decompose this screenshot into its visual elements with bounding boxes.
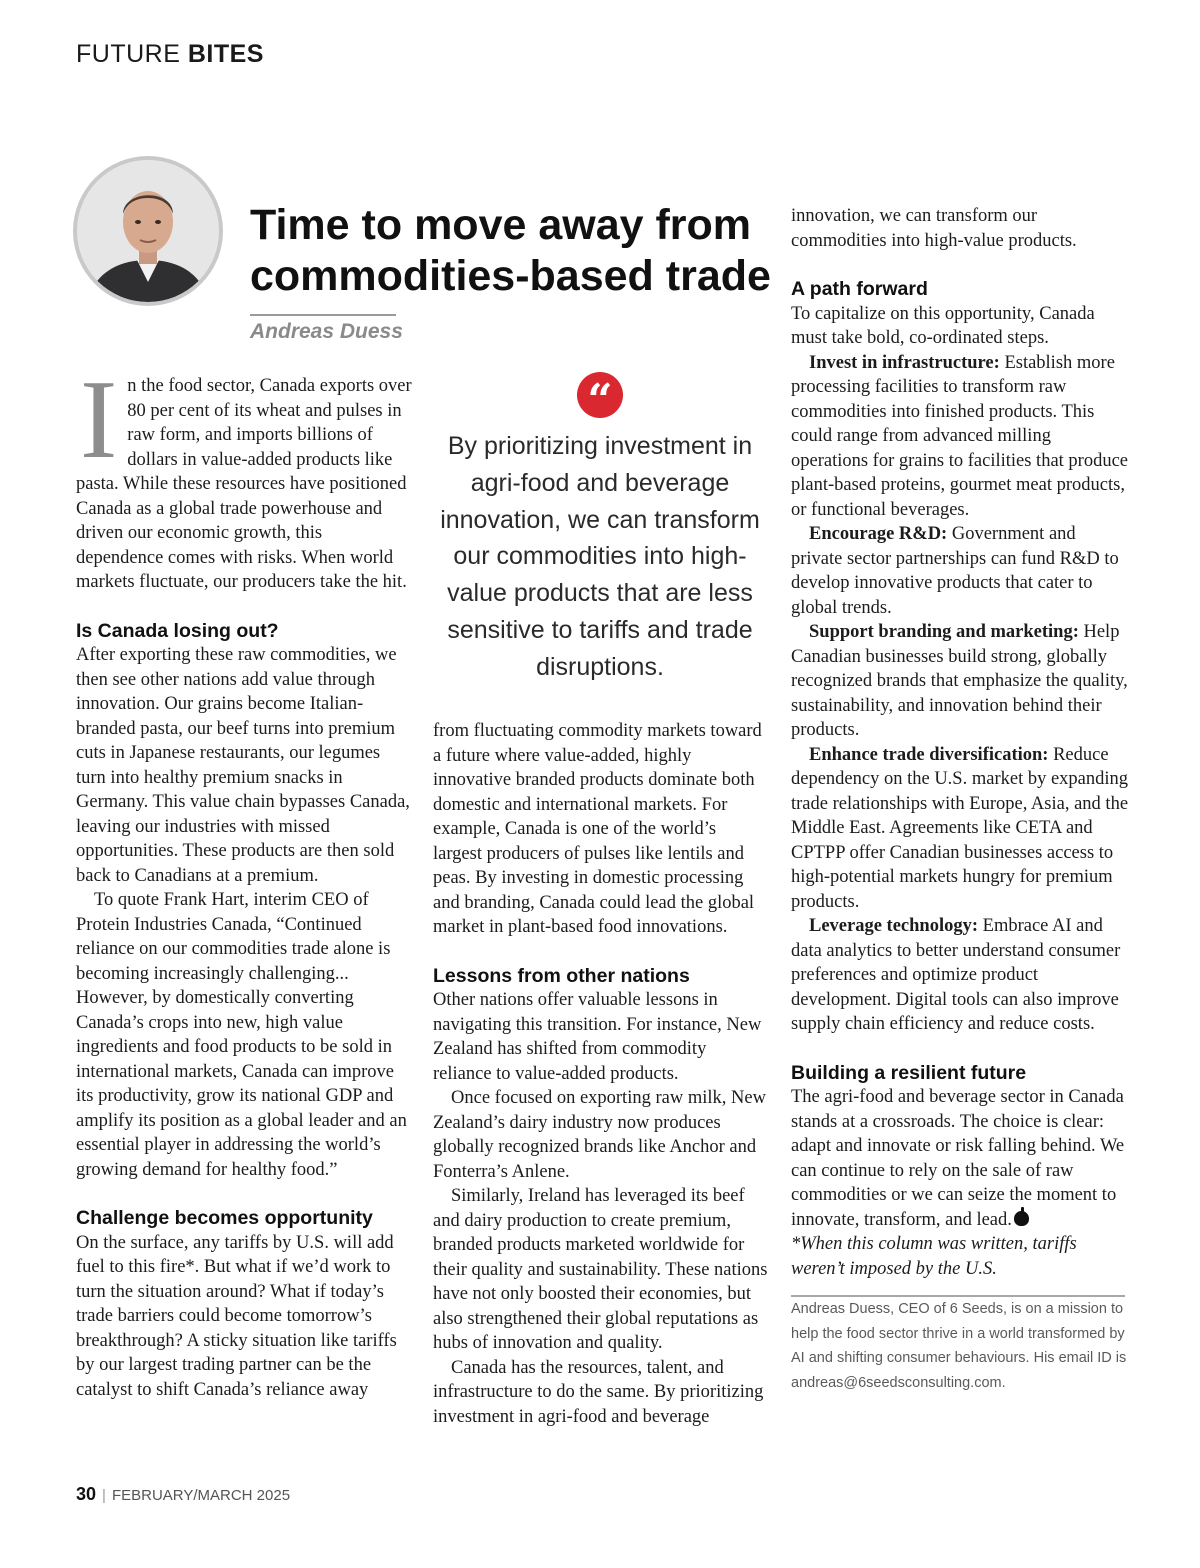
page-number: 30 <box>76 1484 97 1504</box>
step-diversification <box>791 743 1131 915</box>
closing-paragraph <box>791 1085 1131 1232</box>
subheading-losing-out: Is Canada losing out? <box>76 619 279 642</box>
paragraph: Similarly, Ireland has leveraged its beef and dairy production to create premium, branded products marketed worldwide for their quality and sustainability. These nations have not only boosted their economies, but also strengthened their global reputations as hubs of innovation and quality. <box>433 1186 768 1353</box>
paragraph: To quote Frank Hart, interim CEO of Protein Industries Canada, “Continued reliance on our commodities trade alone is becoming increasingly challenging... However, by domestically converting Canada’s crops into new, high value ingredients and food products to be sold in international markets, Canada can improve its productivity, grow its national GDP and amplify its position as a global leader and an essential player in addressing the world’s growing demand for healthy food.” <box>76 890 407 1180</box>
intro-text: n the food sector, Canada exports over 80 per cent of its wheat and pulses in raw form, and imports billions of dollars in value-added products like pasta. While these resources have positioned Canada as a global trade powerhouse and driven our economic growth, this dependence comes with risks. When world markets fluctuate, our producers take the hit. <box>76 376 412 592</box>
article-author: Andreas Duess <box>250 320 403 343</box>
step-lead: Leverage technology: <box>809 916 979 936</box>
paragraph: from fluctuating commodity markets toward a future where value-added, highly innovative branded products dominate both domestic and international markets. For example, Canada is one of the world’s largest producers of pulses like lentils and peas. By investing in domestic processing and branding, Canada could lead the global market in plant-based food innovations. <box>433 721 762 937</box>
title-divider <box>250 314 396 316</box>
section-header-light: FUTURE <box>76 40 181 68</box>
subheading-path-forward: A path forward <box>791 278 928 300</box>
page-footer <box>76 1484 290 1505</box>
step-lead: Encourage R&D: <box>809 524 948 544</box>
article-title: Time to move away from commodities-based trade <box>250 201 771 300</box>
step-infrastructure <box>791 351 1131 523</box>
step-research <box>791 522 1131 620</box>
closing-text: The agri-food and beverage sector in Canada stands at a crossroads. The choice is clear: adapt and innovate or risk falling behind. We can continue to rely on the sale of raw commodities or we can seize the moment to innovate, transform, and lead. <box>791 1087 1125 1230</box>
step-text: Government and private sector partnerships can fund R&D to develop innovative products that cater to global trends. <box>791 524 1119 618</box>
section-header-bold: BITES <box>187 40 264 68</box>
paragraph: After exporting these raw commodities, we then see other nations add value through innovation. Our grains become Italian-branded pasta, our beef turns into premium cuts in Japanese restaurants, our legumes turn into healthy premium snacks in Germany. This value chain bypasses Canada, leaving our industries with missed opportunities. These products are then sold back to Canadians at a premium. <box>76 645 410 886</box>
section-header <box>76 40 264 69</box>
paragraph: On the surface, any tariffs by U.S. will add fuel to this fire*. But what if we’d work to turn the situation around? What if today’s trade barriers could become tomorrow’s breakthrough? A sticky situation like tariffs by our largest trading partner can be the catalyst to shift Canada’s reliance away <box>76 1232 397 1400</box>
quote-mark-icon: “ <box>577 372 623 418</box>
step-text: Help Canadian businesses build strong, globally recognized brands that emphasize the quality, sustainability, and innovation behind their products. <box>791 622 1128 740</box>
drop-cap: I <box>80 358 118 482</box>
step-text: Reduce dependency on the U.S. market by expanding trade relationships with Europe, Asia, and the Middle East. Agreements like CETA and CPTPP offer Canadian businesses access to high-potential markets hungry for premium products. <box>791 744 1129 912</box>
step-text: Establish more processing facilities to transform raw commodities into finished products. This could range from advanced milling operations for grains to facilities that produce plant-based proteins, gourmet meat products, or functional beverages. <box>791 352 1129 520</box>
paragraph: To capitalize on this opportunity, Canada must take bold, co-ordinated steps. <box>791 303 1095 348</box>
author-portrait-icon <box>77 160 219 302</box>
step-lead: Enhance trade diversification: <box>809 744 1049 765</box>
paragraph: Canada has the resources, talent, and infrastructure to do the same. By prioritizing investment in agri-food and beverage <box>433 1357 764 1427</box>
column-2 <box>433 719 769 1429</box>
author-photo-image <box>77 160 219 302</box>
column-3 <box>791 204 1131 1395</box>
subheading-resilient-future: Building a resilient future <box>791 1061 1027 1084</box>
step-technology <box>791 914 1131 1037</box>
paragraph: Once focused on exporting raw milk, New Zealand’s dairy industry now produces globally recognized brands like Anchor and Fonterra’s Anlene. <box>433 1088 766 1182</box>
intro-paragraph <box>76 358 412 595</box>
subheading-challenge: Challenge becomes opportunity <box>76 1207 373 1229</box>
step-lead: Invest in infrastructure: <box>809 352 1000 373</box>
footer-separator: | <box>102 1487 106 1504</box>
step-text: Embrace AI and data analytics to better understand consumer preferences and optimize product development. Digital tools can also improve supply chain efficiency and reduce costs. <box>791 916 1121 1034</box>
apple-icon <box>1014 1211 1029 1226</box>
author-bio: Andreas Duess, CEO of 6 Seeds, is on a mission to help the food sector thrive in a world transformed by AI and shifting consumer behaviours. His email ID is andreas@6seedsconsulting.com. <box>791 1301 1127 1391</box>
issue-date: FEBRUARY/MARCH 2025 <box>111 1487 291 1504</box>
step-branding <box>791 620 1131 743</box>
subheading-lessons: Lessons from other nations <box>433 964 690 987</box>
footnote: *When this column was written, tariffs weren’t imposed by the U.S. <box>791 1234 1077 1279</box>
column-1 <box>76 358 412 1402</box>
author-photo <box>73 156 223 306</box>
paragraph: innovation, we can transform our commodities into high-value products. <box>791 206 1077 251</box>
paragraph: Other nations offer valuable lessons in navigating this transition. For instance, New Zealand has shifted from commodity reliance to value-added products. <box>433 990 762 1084</box>
pull-quote: By prioritizing investment in agri-food and beverage innovation, we can transform our commodities into high-value products that are less sensitive to tariffs and trade disruptions. <box>440 432 760 681</box>
step-lead: Support branding and marketing: <box>809 622 1079 642</box>
